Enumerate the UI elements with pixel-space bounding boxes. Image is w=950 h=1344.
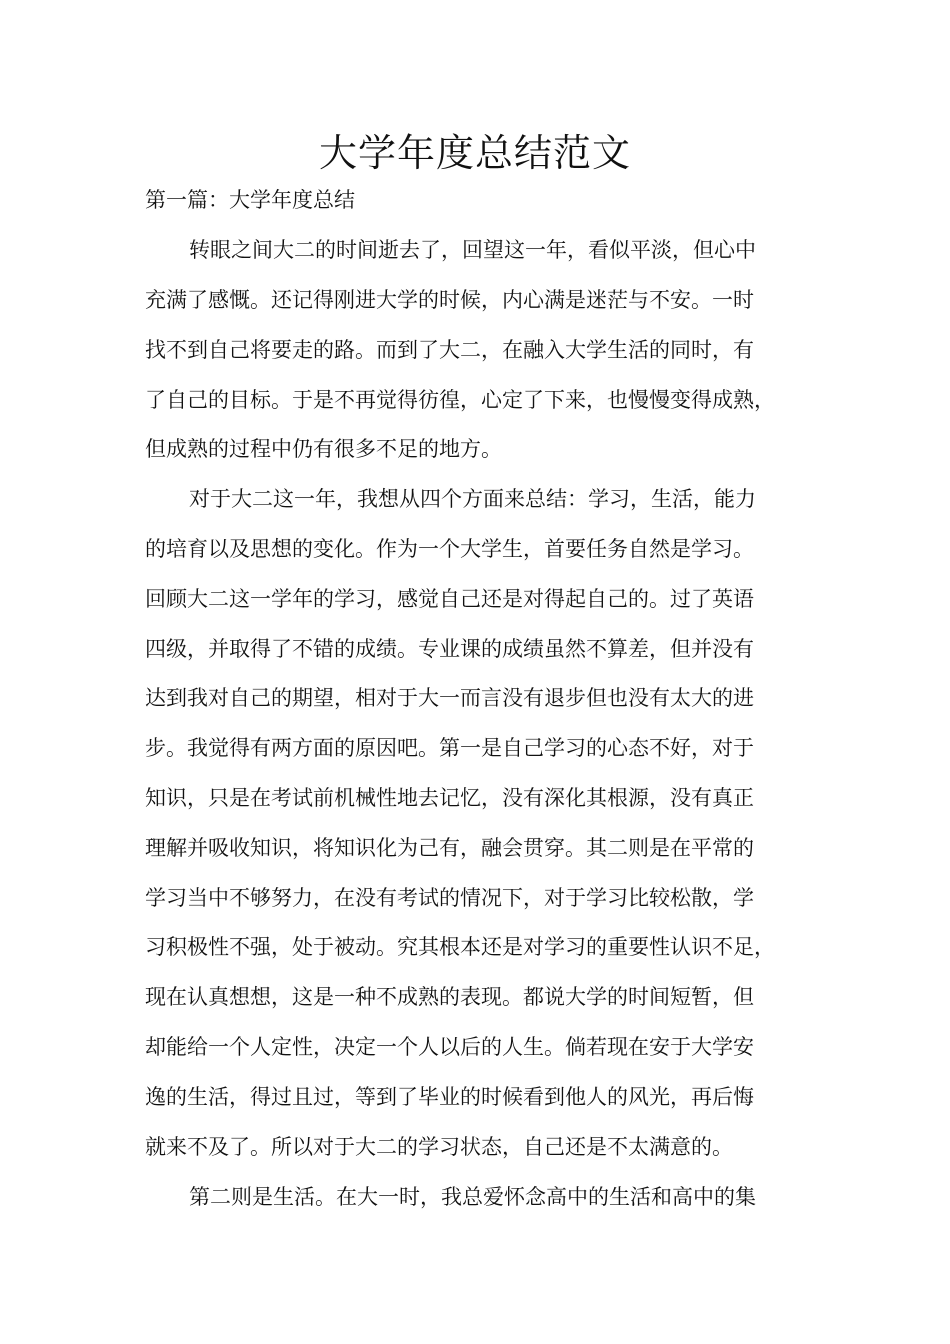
paragraph-line: 回顾大二这一学年的学习，感觉自己还是对得起自己的。过了英语 (145, 587, 754, 611)
paragraph-line: 学习当中不够努力，在没有考试的情况下，对于学习比较松散，学 (145, 886, 754, 910)
paragraph-line: 现在认真想想，这是一种不成熟的表现。都说大学的时间短暂，但 (145, 985, 754, 1009)
paragraph-line: 找不到自己将要走的路。而到了大二，在融入大学生活的同时，有 (145, 338, 754, 362)
paragraph-line: 了自己的目标。于是不再觉得彷徨，心定了下来，也慢慢变得成熟， (145, 388, 775, 412)
section-heading: 第一篇：大学年度总结 (145, 188, 355, 212)
paragraph-line: 逸的生活，得过且过，等到了毕业的时候看到他人的风光，再后悔 (145, 1085, 754, 1109)
document-title: 大学年度总结范文 (318, 131, 631, 175)
paragraph-line: 理解并吸收知识，将知识化为己有，融会贯穿。其二则是在平常的 (145, 836, 754, 860)
paragraph-line: 转眼之间大二的时间逝去了，回望这一年，看似平淡，但心中 (189, 238, 756, 262)
paragraph-line: 四级，并取得了不错的成绩。专业课的成绩虽然不算差，但并没有 (145, 637, 754, 661)
paragraph-line: 第二则是生活。在大一时，我总爱怀念高中的生活和高中的集 (189, 1185, 756, 1209)
paragraph-line: 充满了感慨。还记得刚进大学的时候，内心满是迷茫与不安。一时 (145, 288, 754, 312)
paragraph-line: 就来不及了。所以对于大二的学习状态，自己还是不太满意的。 (145, 1135, 733, 1159)
paragraph-line: 步。我觉得有两方面的原因吧。第一是自己学习的心态不好，对于 (145, 736, 754, 760)
paragraph-line: 但成熟的过程中仍有很多不足的地方。 (145, 437, 502, 461)
paragraph-line: 达到我对自己的期望，相对于大一而言没有退步但也没有太大的进 (145, 686, 754, 710)
paragraph-line: 习积极性不强，处于被动。究其根本还是对学习的重要性认识不足， (145, 935, 775, 959)
paragraph-line: 的培育以及思想的变化。作为一个大学生，首要任务自然是学习。 (145, 537, 754, 561)
paragraph-line: 对于大二这一年，我想从四个方面来总结：学习，生活，能力 (189, 487, 756, 511)
paragraph-line: 知识，只是在考试前机械性地去记忆，没有深化其根源，没有真正 (145, 786, 754, 810)
paragraph-line: 却能给一个人定性，决定一个人以后的人生。倘若现在安于大学安 (145, 1035, 754, 1059)
